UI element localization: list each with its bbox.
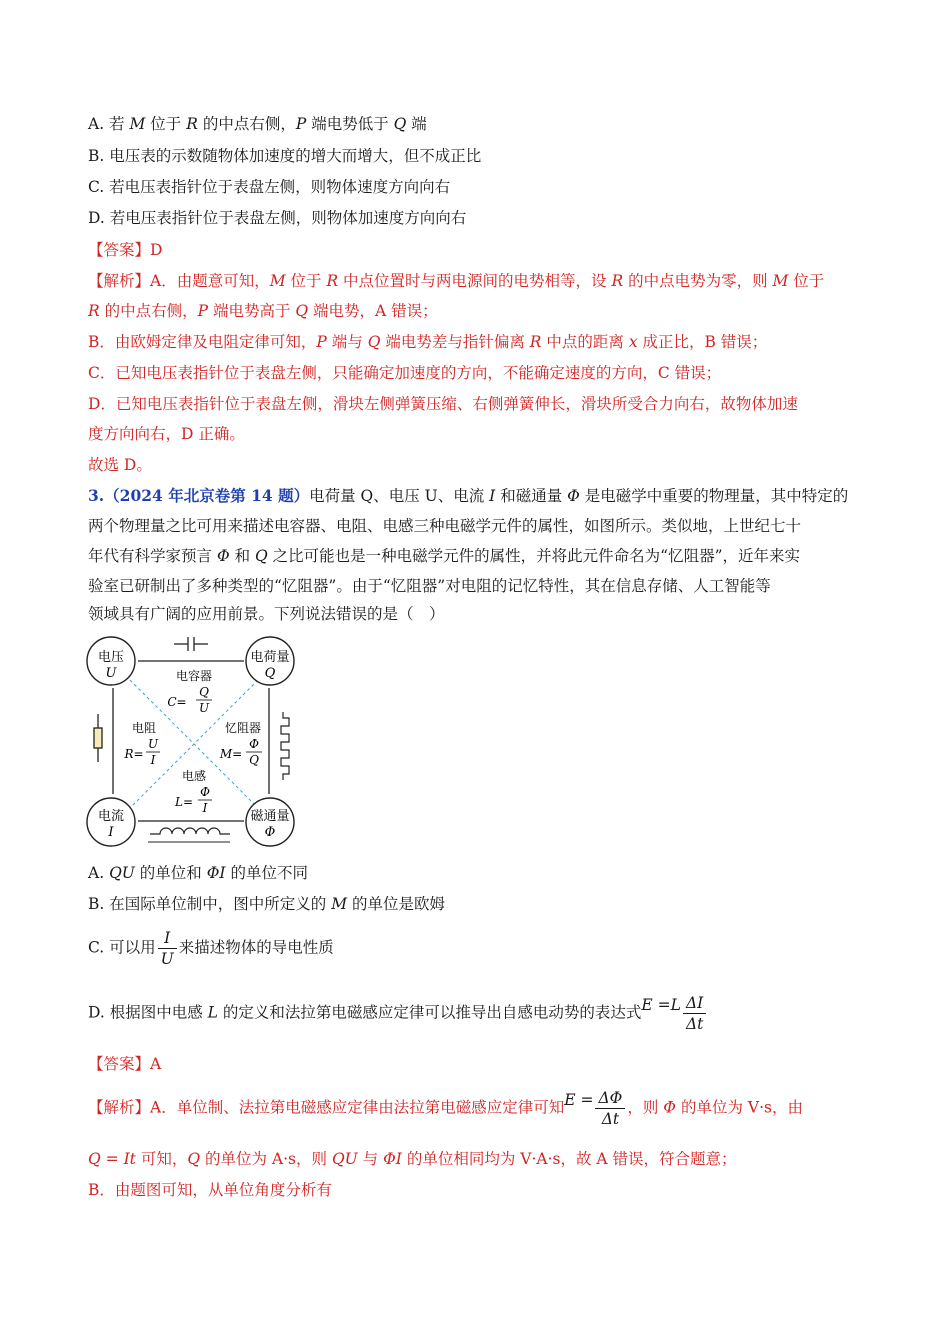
svg-text:Φ: Φ — [249, 737, 259, 751]
svg-text:电容器: 电容器 — [175, 669, 213, 683]
svg-text:Φ: Φ — [200, 785, 210, 799]
analysis-q2-line6: 度方向向右，D 正确。 — [88, 425, 245, 443]
analysis-q2-line3: B．由欧姆定律及电阻定律可知，P 端与 Q 端电势差与指针偏离 R 中点的距离 x 成正比，B 错误； — [88, 333, 768, 351]
question-3-line3: 年代有科学家预言 Φ 和 Q 之比可能也是一种电磁学元件的属性，并将此元件命名为“忆阻器”，近年来实 — [88, 547, 801, 565]
svg-text:I: I — [108, 825, 114, 840]
svg-text:Φ: Φ — [264, 825, 276, 840]
inductor-symbol — [150, 828, 230, 834]
analysis-q3-line2: Q = It 可知，Q 的单位为 A·s，则 QU 与 ΦI 的单位相同均为 V·A·s，故 A 错误，符合题意； — [88, 1150, 737, 1168]
svg-text:M=: M= — [219, 747, 243, 761]
answer-q2: 【答案】D — [88, 241, 163, 259]
question-3-number: 3.（2024 年北京卷第 14 题） — [88, 486, 310, 505]
analysis-q2-line2: R 的中点右侧，P 端电势高于 Q 端电势，A 错误； — [88, 302, 438, 320]
option-q3-b: B. 在国际单位制中，图中所定义的 M 的单位是欧姆 — [88, 895, 445, 913]
analysis-q2-line5: D．已知电压表指针位于表盘左侧，滑块左侧弹簧压缩、右侧弹簧伸长，滑块所受合力向右，故物体加速 — [88, 395, 798, 413]
svg-text:U: U — [105, 666, 117, 681]
option-q2-d: D. 若电压表指针位于表盘左侧，则物体加速度方向向右 — [88, 209, 467, 227]
svg-text:电感: 电感 — [181, 769, 207, 783]
svg-text:R=: R= — [124, 747, 144, 761]
electromagnetic-elements-diagram — [84, 634, 304, 852]
svg-text:I: I — [150, 753, 156, 767]
analysis-q3-line1: 【解析】A．单位制、法拉第电磁感应定律由法拉第电磁感应定律可知E = $\frac{\Delta\Phi}{\Delta t}$ ，则 Φ 的单位为 V·s，由 — [88, 1089, 803, 1128]
inductor-label — [174, 768, 212, 815]
svg-text:C=: C= — [167, 695, 187, 709]
svg-text:I: I — [202, 801, 208, 815]
option-q3-d: D. 根据图中电感 L 的定义和法拉第电磁感应定律可以推导出自感电动势的表达式E =L $\frac{\Delta I}{\Delta t}$ — [88, 993, 708, 1034]
answer-q3: 【答案】A — [88, 1055, 162, 1073]
option-q2-a: A. 若 M 位于 R 的中点右侧，P 端电势低于 Q 端 — [88, 115, 427, 133]
option-q2-c: C. 若电压表指针位于表盘左侧，则物体速度方向向右 — [88, 178, 451, 196]
svg-text:L=: L= — [174, 795, 194, 809]
question-3-line1: 3.（2024 年北京卷第 14 题）电荷量 Q、电压 U、电流 I 和磁通量 Φ 是电磁学中重要的物理量，其中特定的 — [88, 486, 849, 505]
option-q3-c: C. 可以用 $\frac{I}{U}$ 来描述物体的导电性质 — [88, 929, 334, 968]
memristor-label — [219, 720, 262, 767]
analysis-q2-line1: 【解析】A．由题意可知，M 位于 R 中点位置时与两电源间的电势相等，设 R 的中点电势为零，则 M 位于 — [88, 272, 825, 290]
fraction-di-over-dt: $\frac{\Delta I}{\Delta t}$ — [683, 993, 706, 1034]
node-magnetic-flux — [246, 798, 294, 846]
question-3-line2: 两个物理量之比可用来描述电容器、电阻、电感三种电磁学元件的属性，如图所示。类似地，上世纪七十 — [88, 517, 802, 535]
resistor-symbol — [94, 714, 102, 762]
option-q2-b: B. 电压表的示数随物体加速度的增大而增大，但不成正比 — [88, 147, 482, 165]
capacitor-symbol — [174, 637, 208, 651]
node-charge — [246, 637, 294, 685]
analysis-q3-line3: B．由题图可知，从单位角度分析有 — [88, 1181, 332, 1199]
node-current — [87, 798, 135, 846]
capacitor-label — [167, 668, 212, 715]
question-3-line4: 验室已研制出了多种类型的“忆阻器”。由于“忆阻器”对电阻的记忆特性，其在信息存储、人工智能等 — [88, 577, 771, 595]
svg-text:忆阻器: 忆阻器 — [224, 721, 262, 735]
svg-text:U: U — [198, 701, 210, 715]
analysis-q2-line7: 故选 D。 — [88, 456, 152, 474]
svg-text:电压: 电压 — [97, 650, 125, 665]
svg-text:Q: Q — [264, 666, 276, 681]
memristor-symbol — [281, 712, 289, 780]
svg-text:磁通量: 磁通量 — [250, 809, 290, 824]
svg-text:电阻: 电阻 — [131, 721, 157, 735]
resistor-label — [123, 720, 160, 767]
option-q3-a: A. QU 的单位和 ΦI 的单位不同 — [88, 864, 308, 882]
svg-text:Q: Q — [199, 685, 209, 699]
node-voltage — [87, 637, 135, 685]
svg-text:电流: 电流 — [97, 809, 125, 824]
question-3-line5: 领域具有广阔的应用前景。下列说法错误的是（ ） — [88, 605, 445, 623]
svg-text:U: U — [147, 737, 159, 751]
fraction-dphi-over-dt: $\frac{\Delta\Phi}{\Delta t}$ — [595, 1088, 625, 1129]
fraction-i-over-u: $\frac{I}{U}$ — [158, 928, 177, 969]
analysis-q2-line4: C．已知电压表指针位于表盘左侧，只能确定加速度的方向，不能确定速度的方向，C 错误； — [88, 364, 722, 382]
svg-text:Q: Q — [249, 753, 259, 767]
svg-text:电荷量: 电荷量 — [250, 650, 290, 665]
